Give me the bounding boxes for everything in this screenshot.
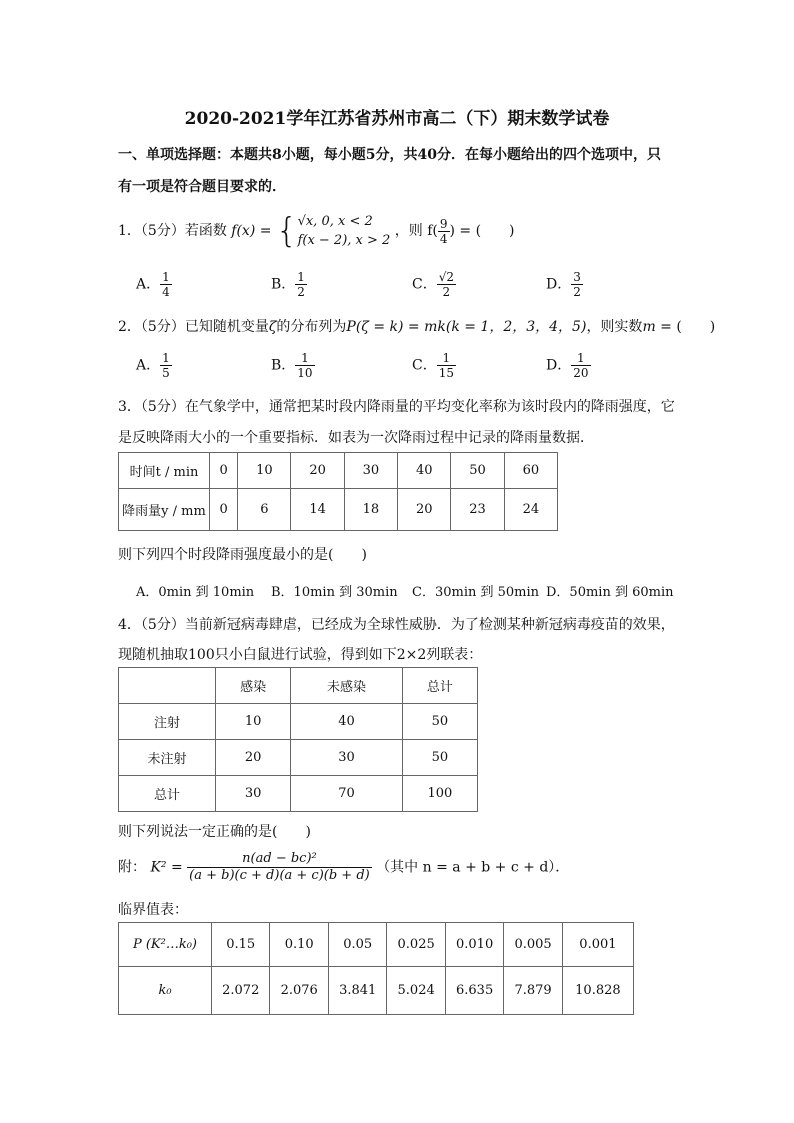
question-1 — [118, 212, 515, 250]
q2-option-c[interactable] — [412, 351, 456, 380]
table-cell: 7.879 — [504, 967, 562, 1015]
table-cell: 感染 — [216, 668, 291, 704]
table-cell: 3.841 — [328, 967, 386, 1015]
frac-num: 1 — [295, 351, 314, 366]
q1-option-a[interactable] — [136, 270, 172, 299]
option-label: A． — [136, 276, 161, 293]
table-cell: 5.024 — [387, 967, 445, 1015]
table-cell: 2.076 — [270, 967, 328, 1015]
q1-stem-prefix: 1．（5分）若函数 — [118, 223, 227, 239]
frac-den: 2 — [297, 285, 305, 299]
option-label: D． — [546, 276, 572, 293]
q2-stem-a: 2．（5分）已知随机变量 — [118, 319, 269, 335]
table-cell: 降雨量y / mm — [119, 489, 210, 531]
section-heading-line1: 一、单项选择题：本题共8小题，每小题5分，共40分．在每小题给出的四个选项中，只 — [118, 147, 661, 163]
table-cell: 24 — [504, 489, 557, 531]
q3-line1: 3．（5分）在气象学中，通常把某时段内降雨量的平均变化率称为该时段内的降雨强度，它 — [118, 399, 675, 415]
table-cell: 20 — [216, 740, 291, 776]
option-fraction — [295, 351, 314, 380]
q1-piecewise — [298, 212, 391, 250]
q3-option-d[interactable]: D．50min 到 60min — [546, 585, 674, 600]
frac-den: 2 — [442, 285, 451, 299]
table-row — [119, 740, 478, 776]
table-cell: 0 — [210, 453, 238, 489]
formula-suffix: （其中 n = a + b + c + d）． — [376, 859, 570, 876]
table-row — [119, 923, 634, 967]
table-cell: 10 — [216, 704, 291, 740]
frac-num: 1 — [162, 270, 170, 284]
frac-num: 1 — [571, 351, 590, 366]
question-2 — [118, 316, 715, 336]
table-cell: 0.001 — [562, 923, 633, 967]
table-cell: 30 — [344, 453, 397, 489]
k-squared-formula — [118, 851, 569, 884]
table-row — [119, 489, 558, 531]
table-row — [119, 453, 558, 489]
q3-option-b[interactable]: B．10min 到 30min — [271, 585, 398, 600]
option-fraction — [160, 270, 172, 299]
critical-value-table — [118, 922, 634, 1015]
table-cell: 未感染 — [291, 668, 402, 704]
table-cell: 时间t / min — [119, 453, 210, 489]
frac-num: 1 — [297, 270, 305, 284]
table-cell: 40 — [398, 453, 451, 489]
table-row — [119, 776, 478, 812]
frac-den: 20 — [573, 366, 589, 380]
q3-line2: 是反映降雨大小的一个重要指标．如表为一次降雨过程中记录的降雨量数据． — [118, 430, 594, 446]
table-cell: 0.005 — [504, 923, 562, 967]
frac-num: √2 — [438, 270, 454, 284]
q4-question: 则下列说法一定正确的是( ) — [118, 824, 311, 840]
table-cell: 0.15 — [212, 923, 270, 967]
table-cell: P (K²…k₀) — [119, 923, 212, 967]
option-label: B． — [271, 357, 296, 374]
table-cell: 总计 — [119, 776, 216, 812]
table-cell: 0.05 — [328, 923, 386, 967]
critical-value-label: 临界值表： — [118, 902, 188, 918]
table-cell: 10.828 — [562, 967, 633, 1015]
option-label: A． — [136, 357, 161, 374]
option-fraction — [571, 270, 583, 299]
frac-den: 10 — [297, 366, 313, 380]
q2-m: m — [642, 319, 656, 335]
table-cell: 14 — [291, 489, 344, 531]
table-cell: 70 — [291, 776, 402, 812]
q2-stem-c: ，则实数 — [586, 319, 643, 335]
table-cell — [119, 668, 216, 704]
q1-piece1: √x, 0, x < 2 — [297, 214, 373, 229]
frac-den: 2 — [573, 285, 581, 299]
option-label: B． — [271, 276, 296, 293]
q1-stem-suffix: ) = ( ) — [449, 223, 515, 239]
table-cell: 23 — [451, 489, 504, 531]
option-fraction — [437, 351, 456, 380]
table-cell: 10 — [238, 453, 291, 489]
table-cell: 100 — [402, 776, 477, 812]
frac-num: 1 — [437, 351, 456, 366]
table-cell: 0.010 — [445, 923, 503, 967]
table-cell: k₀ — [119, 967, 212, 1015]
q3-option-a[interactable]: A．0min 到 10min — [136, 585, 255, 600]
option-fraction — [295, 270, 307, 299]
table-cell: 6.635 — [445, 967, 503, 1015]
q2-stem-b: 的分布列为 — [276, 319, 347, 335]
option-fraction — [160, 351, 172, 380]
formula-fraction — [187, 851, 372, 884]
table-row — [119, 967, 634, 1015]
table-cell: 20 — [398, 489, 451, 531]
page-title: 2020-2021学年江苏省苏州市高二（下）期末数学试卷 — [184, 109, 610, 129]
formula-num: n(ad − bc)² — [187, 851, 372, 868]
table-cell: 0.10 — [270, 923, 328, 967]
option-label: C． — [412, 357, 437, 374]
table-cell: 注射 — [119, 704, 216, 740]
frac-num: 1 — [162, 351, 170, 365]
formula-prefix: 附： — [118, 859, 146, 876]
contingency-table — [118, 667, 478, 812]
table-cell: 20 — [291, 453, 344, 489]
table-cell: 总计 — [402, 668, 477, 704]
frac-den: 5 — [162, 366, 170, 380]
q1-piece2: f(x − 2), x > 2 — [297, 233, 391, 248]
q2-option-b[interactable] — [271, 351, 315, 380]
q2-option-a[interactable] — [136, 351, 172, 380]
q1-arg-den: 4 — [439, 231, 448, 246]
table-cell: 6 — [238, 489, 291, 531]
formula-lhs: K² = — [150, 859, 183, 876]
q1-fx: f(x) = — [231, 223, 272, 239]
frac-num: 3 — [573, 270, 581, 284]
q3-option-c[interactable]: C．30min 到 50min — [412, 585, 540, 600]
q2-expr: P(ζ = k) = mk(k = 1，2，3，4，5) — [346, 319, 587, 335]
q1-option-b[interactable] — [271, 270, 307, 299]
q3-question: 则下列四个时段降雨强度最小的是( ) — [118, 547, 367, 563]
frac-den: 4 — [162, 285, 170, 299]
option-fraction — [571, 351, 590, 380]
table-cell: 50 — [402, 740, 477, 776]
option-label: C． — [412, 276, 437, 293]
table-row — [119, 704, 478, 740]
q1-option-d[interactable] — [546, 270, 583, 299]
q1-stem-mid: ，则 f( — [394, 223, 438, 239]
section-heading-line2: 有一项是符合题目要求的． — [118, 179, 286, 195]
option-fraction — [437, 270, 456, 299]
table-cell: 未注射 — [119, 740, 216, 776]
option-label: D． — [546, 357, 572, 374]
q1-arg-num: 9 — [439, 216, 448, 231]
piecewise-brace: { — [275, 211, 298, 251]
formula-den: (a + b)(c + d)(a + c)(b + d) — [189, 868, 370, 883]
frac-den: 15 — [438, 366, 454, 380]
q2-stem-d: = ( ) — [655, 319, 716, 335]
q2-var: ζ — [268, 319, 277, 335]
table-cell: 18 — [344, 489, 397, 531]
q4-line1: 4．（5分）当前新冠病毒肆虐，已经成为全球性威胁．为了检测某种新冠病毒疫苗的效果， — [118, 617, 675, 633]
table-cell: 40 — [291, 704, 402, 740]
q1-option-c[interactable] — [412, 270, 456, 299]
table-cell: 60 — [504, 453, 557, 489]
table-cell: 0 — [210, 489, 238, 531]
table-row — [119, 668, 478, 704]
table-cell: 30 — [291, 740, 402, 776]
q2-option-d[interactable] — [546, 351, 591, 380]
q1-arg-fraction — [438, 217, 450, 246]
table-cell: 50 — [402, 704, 477, 740]
table-cell: 30 — [216, 776, 291, 812]
q4-line2: 现随机抽取100只小白鼠进行试验，得到如下2×2列联表： — [118, 647, 483, 663]
table-cell: 2.072 — [212, 967, 270, 1015]
rainfall-table — [118, 452, 558, 531]
table-cell: 50 — [451, 453, 504, 489]
table-cell: 0.025 — [387, 923, 445, 967]
